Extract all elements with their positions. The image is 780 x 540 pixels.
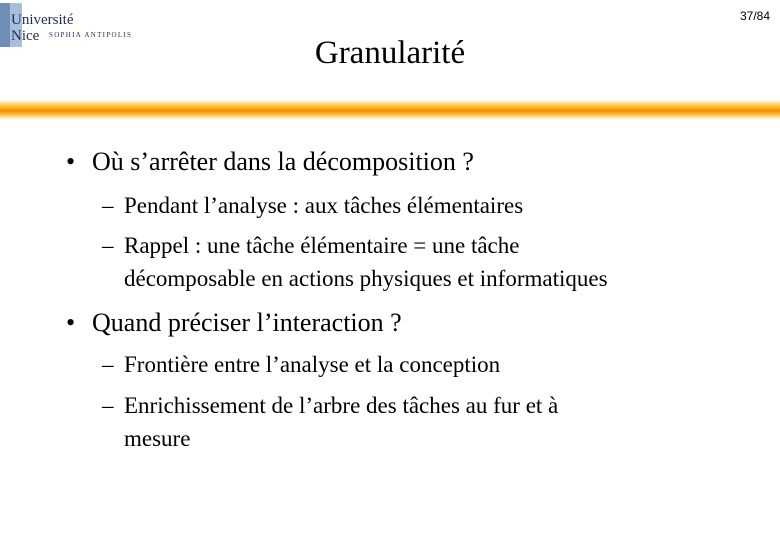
sub-bullet-dash: – (102, 193, 114, 218)
logo-line3: SOPHIA ANTIPOLIS (49, 31, 133, 39)
bullet-text: Où s’arrêter dans la décomposition ? (92, 147, 474, 176)
slide-title: Granularité (314, 35, 466, 71)
sub-bullet-text: Frontière entre l’analyse et la conception (124, 352, 501, 377)
page-number: 37/84 (739, 9, 770, 23)
sub-bullet-text: Pendant l’analyse : aux tâches élémentaires (124, 193, 524, 218)
sub-bullet-dash: – (102, 393, 114, 418)
bullet-dot: • (66, 147, 76, 176)
sub-bullet-dash: – (102, 233, 114, 258)
logo-line2: Nice (11, 28, 40, 44)
logo-line1: Université (11, 12, 74, 28)
bullet-text: Quand préciser l’interaction ? (92, 308, 402, 337)
sub-bullet-dash: – (102, 352, 114, 377)
bullet-dot: • (66, 308, 76, 337)
title-underline-bar (0, 100, 780, 120)
sub-bullet-text: décomposable en actions physiques et informatiques (124, 266, 608, 291)
sub-bullet-text: Enrichissement de l’arbre des tâches au fur et à (124, 393, 559, 418)
sub-bullet-text: mesure (124, 426, 191, 451)
sub-bullet-text: Rappel : une tâche élémentaire = une tâche (124, 233, 520, 258)
